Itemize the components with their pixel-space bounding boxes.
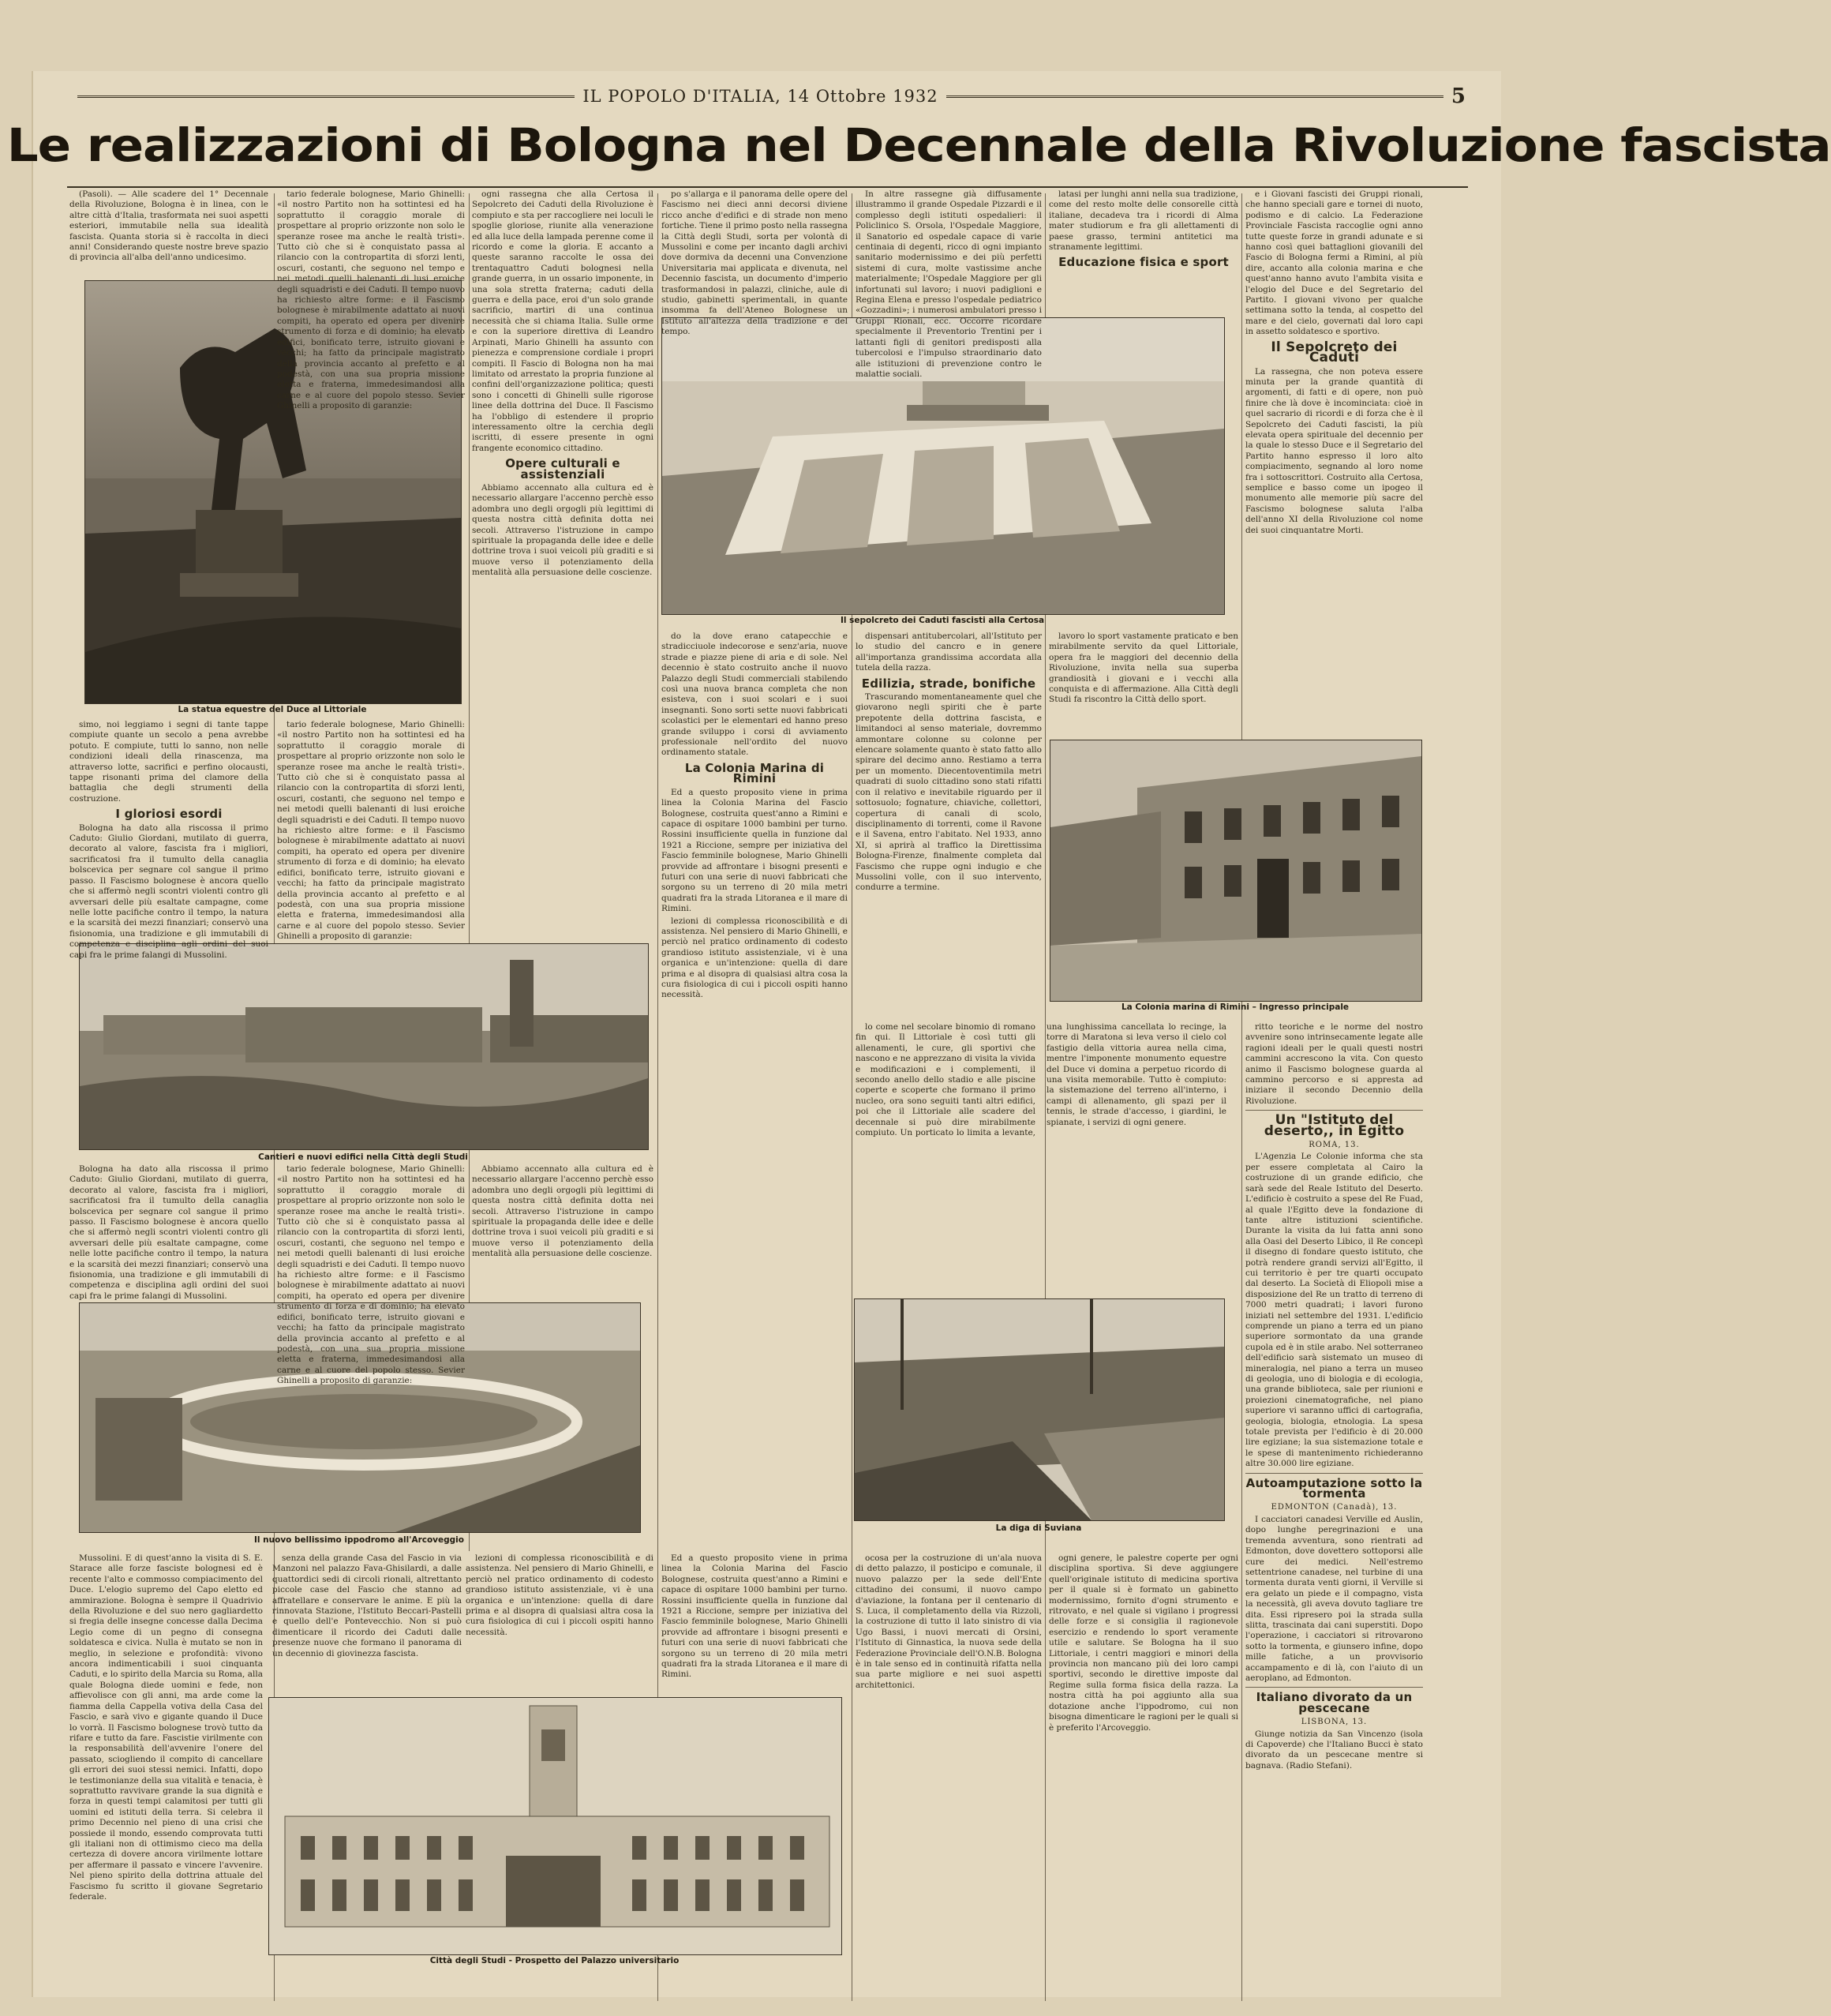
article-column-6-top bbox=[1049, 189, 1238, 314]
section-heading: Opere culturali e assistenziali bbox=[505, 456, 620, 482]
citta-studi-photo bbox=[268, 1697, 842, 1955]
section-heading: I gloriosi esordi bbox=[115, 807, 223, 822]
paragraph: tario federale bolognese, Mario Ghinelli: «il nostro Partito non ha sottintesi ed ha soprattutto il coraggio morale di prospettare al proprio orizzonte non solo le speranze rosee ma anche le realtà tristi». Tutto ciò che si è conquistato passa al rilancio con la contropartita di sforzi lenti, oscuri, costanti, che seguono nel tempo e nei metodi quelli balenanti di lusi eroiche degli squadristi e dei Caduti. Il tempo nuovo ha richiesto altre forme: e il Fascismo bolognese è mirabilmente adattato ai nuovi compiti, ha operato ed opera per divenire strumento di forza e di dominio; ha elevato edifici, bonificato terre, istruito giovani e vecchi; ha fatto da principale magistrato della provincia accanto al prefetto e al podestà, con una sua propria missione eletta e fraterna, immedesimandosi alla carne e al cuore del popolo stesso. Sevier Ghinelli a proposito di garanzie: bbox=[277, 1164, 465, 1386]
paragraph: tario federale bolognese, Mario Ghinelli: «il nostro Partito non ha sottintesi ed ha soprattutto il coraggio morale di prospettare al proprio orizzonte non solo le speranze rosee ma anche le realtà tristi». Tutto ciò che si è conquistato passa al rilancio con la contropartita di sforzi lenti, oscuri, costanti, che seguono nel tempo e nei metodi quelli balenanti di lusi eroiche degli squadristi e dei Caduti. Il tempo nuovo ha richiesto altre forme: e il Fascismo bolognese è mirabilmente adattato ai nuovi compiti, ha operato ed opera per divenire strumento di forza e di dominio; ha elevato edifici, bonificato terre, istruito giovani e vecchi; ha fatto da principale magistrato della provincia accanto al prefetto e al podestà, con una sua propria missione eletta e fraterna, immedesimandosi alla carne e al cuore del popolo stesso. Sevier Ghinelli a proposito di garanzie: bbox=[277, 720, 465, 942]
colonia-caption: La Colonia marina di Rimini – Ingresso principale bbox=[1121, 1002, 1350, 1012]
paragraph: Giunge notizia da San Vincenzo (isola di Capoverde) che l'Italiano Bucci è stato divorato da un pescecane mentre si bagnava. (Radio Stefani). bbox=[1245, 1729, 1423, 1771]
article-column-7-top bbox=[1245, 189, 1423, 734]
article-column-5-bottom bbox=[856, 1553, 1042, 1995]
article-columns-5-6-middle bbox=[856, 1022, 1226, 1291]
paragraph: e i Giovani fascisti dei Gruppi rionali, che hanno speciali gare e tornei di nuoto, podismo e di calcio. La Federazione Provinciale Fascista raccoglie ogni anno tutte queste forze in grandi adunate e si hanno così quei battaglioni giovanili del Fascio di Bologna fermi a Rimini, al più dire, accanto alla colonia marina e che quest'anno hanno avuto l'ambita visita e l'elogio del Duce e del Segretario del Partito. I giovani vivono per qualche settimana sotto la tenda, al cospetto del mare e del cielo, governati dal loro capi in assetto soldatesco e sportivo. bbox=[1245, 189, 1423, 337]
page-number: 5 bbox=[1451, 84, 1467, 108]
article-column-1-bottom bbox=[69, 1553, 263, 1995]
diga-photo bbox=[854, 1298, 1225, 1521]
divider bbox=[1245, 1687, 1423, 1688]
paragraph: Bologna ha dato alla riscossa il primo Caduto: Giulio Giordani, mutilato di guerra, decorato al valore, fascista fra i migliori, sacrificatosi fra il tumulto della canaglia bolscevica per segnare col sangue il primo passo. Il Fascismo bolognese è ancora quello che si affermò negli scontri violenti contro gli avversari delle più esaltate campagne, come nelle lotte pacifiche contro il tempo, la natura e la scarsità dei mezzi finanziari; conservò una fisionomia, una tradizione e gli immutabili di competenza e disciplina agli ordini del suoi capi fra le prime falangi di Mussolini. bbox=[69, 823, 268, 960]
masthead bbox=[69, 85, 1466, 107]
article-column-2-bottom bbox=[272, 1553, 462, 1694]
sepolcreto-caption: Il sepolcreto dei Caduti fascisti alla Certosa bbox=[840, 616, 1045, 625]
paragraph: Abbiamo accennato alla cultura ed è necessario allargare l'accenno perchè esso adombra uno degli orgogli più legittimi di questa nostra città definita dotta nei secoli. Attraverso l'istruzione in campo spirituale la propaganda delle idee e delle dottrine trova i suoi veicoli più graditi e si muove verso il potenziamento della mentalità alla persuasione delle coscienze. bbox=[472, 482, 653, 578]
paragraph: Abbiamo accennato alla cultura ed è necessario allargare l'accenno perchè esso adombra uno degli orgogli più legittimi di questa nostra città definita dotta nei secoli. Attraverso l'istruzione in campo spirituale la propaganda delle idee e delle dottrine trova i suoi veicoli più graditi e si muove verso il potenziamento della mentalità alla persuasione delle coscienze. bbox=[472, 1164, 653, 1259]
paragraph: ogni genere, le palestre coperte per ogni disciplina sportiva. Si deve aggiungere quell'originale istituto di medicina sportiva per il quale si è formato un gabinetto modernissimo, fornito d'ogni strumento e ritrovato, e nel quale si vigilano i progressi delle forze e si consiglia il ragionevole esercizio e rendendo lo sport veramente utile e salutare. Se Bologna ha il suo Littoriale, i centri maggiori e minori della provincia non mancano più dei loro campi sportivi, secondo le direttive imposte dal Regime sulla forma fisica della razza. La nostra città ha poi aggiunto alla sua dotazione anche l'ippodromo, cui non bisogna dimenticare le ragioni per le quali si è preferito l'Arcoveggio. bbox=[1049, 1553, 1238, 1733]
paragraph: lezioni di complessa riconoscibilità e di assistenza. Nel pensiero di Mario Ghinelli, e perciò nel pratico ordinamento di codesto grandioso istituto assistenziale, vi è una organica e un'intenzione: quella di dare prima e al disopra di qualsiasi altra cosa la cura fisiologica di cui i piccoli ospiti hanno necessità. bbox=[466, 1553, 653, 1637]
paragraph: I cacciatori canadesi Verville ed Auslin, dopo lunghe peregrinazioni e una tremenda avventura, sono rientrati ad Edmonton, dove dovettero sottoporsi alle cure dei medici. Nell'estremo settentrione canadese, nel turbine di una tormenta durata venti giorni, il Verville si era gelato un piede e il compagno, vista la necessità, gli aveva dovuto tagliare tre dita. Essi ripresero poi la strada sulla slitta, trascinata dai cani superstiti. Dopo l'operazione, i cacciatori si ritrovarono sotto la tormenta, e giunsero infine, dopo mille fatiche, a un provvisorio accampamento e di là, con l'aiuto di un aeroplano, ad Edmonton. bbox=[1245, 1514, 1423, 1683]
dateline: LISBONA, 13. bbox=[1301, 1718, 1368, 1727]
paragraph: L'Agenzia Le Colonie informa che sta per essere completata al Cairo la costruzione di un grande edificio, che sarà sede del Reale Istituto del Deserto. L'edificio è costruito a spese del Re Fuad, al quale l'Egitto deve la fondazione di tante altre istituzioni scientifiche. Durante la visita da lui fatta anni sono alla Oasi del Deserto Libico, il Re concepì il disegno di fondare questo istituto, che potrà rendere grandi servizi all'Egitto, il cui territorio è per tre quarti occupato dal deserto. La Società di Eliopoli mise a disposizione del Re un tratto di terreno di 7000 metri quadrati; i lavori furono iniziati nel settembre del 1931. L'edificio comprende un piano a terra ed un piano superiore sormontato da una grande cupola ed è in stile arabo. Nel sotterraneo dell'edificio sarà sistemato un museo di mineralogia, nel piano a terra un museo di geologia, uno di biologia e di ecologia, una grande biblioteca, sale per riunioni e proiezioni cinematografiche, nel piano superiore vi saranno uffici di cartografia, geologia, biologia, etnologia. La spesa totale prevista per l'edificio è di 20.000 lire egiziane; la sua sistemazione totale e le spese di mantenimento richiederanno altre 30.000 lire egiziane. bbox=[1245, 1152, 1423, 1469]
paragraph: Bologna ha dato alla riscossa il primo Caduto: Giulio Giordani, mutilato di guerra, decorato al valore, fascista fra i migliori, sacrificatosi fra il tumulto della canaglia bolscevica per segnare col sangue il primo passo. Il Fascismo bolognese è ancora quello che si affermò negli scontri violenti contro gli avversari delle più esaltate campagne, come nelle lotte pacifiche contro il tempo, la natura e la scarsità dei mezzi finanziari; conservò una fisionomia, una tradizione e gli immutabili di competenza e disciplina agli ordini del suoi capi fra le prime falangi di Mussolini. bbox=[69, 1164, 268, 1301]
paragraph: lezioni di complessa riconoscibilità e di assistenza. Nel pensiero di Mario Ghinelli, e perciò nel pratico ordinamento di codesto grandioso istituto assistenziale, vi è una organica e un'intenzione: quella di dare prima e al disopra di qualsiasi altra cosa la cura fisiologica di cui i piccoli ospiti hanno necessità. bbox=[661, 916, 848, 1000]
dateline: ROMA, 13. bbox=[1309, 1141, 1360, 1150]
section-heading: Educazione fisica e sport bbox=[1058, 255, 1229, 270]
paragraph: Ed a questo proposito viene in prima linea la Colonia Marina del Fascio Bolognese, costruita quest'anno a Rimini e capace di ospitare 1000 bambini per turno. Rossini insufficiente quella in funzione dal 1921 a Riccione, sempre per iniziativa del Fascio femminile bolognese, Mario Ghinelli provvide ad affrontare i bisogni presenti e futuri con una serie di nuovi fabbricati che sorgono su un terreno di 20 mila metri quadrati fra la strada Litoranea e il mare di Rimini. bbox=[661, 787, 848, 914]
colonia-image bbox=[1050, 740, 1421, 1001]
colonia-photo bbox=[1050, 740, 1422, 1002]
article-column-2-top bbox=[277, 189, 465, 411]
paragraph: simo, noi leggiamo i segni di tante tappe compiute quante un secolo a pena avrebbe potuto. E compiute, tutti lo sanno, non nelle condizioni ideali della rinascenza, ma attraverso lotte, sacrifici e perfino olocausti, tappe risonanti prima del clamore della battaglia che degli strumenti della costruzione. bbox=[69, 720, 268, 804]
paragraph: (Pasoli). — Alle scadere del 1° Decennale della Rivoluzione, Bologna è in linea, con le altre città d'Italia, trasformata nei suoi aspetti esteriori, immutabile nella sua idealità fascista. Quanta storia si è raccolta in dieci anni! Considerando queste nostre breve spazio di provincia all'alba dell'anno undicesimo. bbox=[69, 189, 268, 263]
citta-studi-caption: Città degli Studi - Prospetto del Palazzo universitario bbox=[429, 1956, 680, 1965]
cantieri-photo bbox=[79, 943, 649, 1150]
dateline: EDMONTON (Canadà), 13. bbox=[1271, 1503, 1398, 1512]
article-column-1-middle bbox=[69, 720, 268, 960]
article-heading: Autoamputazione sotto la tormenta bbox=[1245, 1475, 1423, 1501]
statue-caption: La statua equestre del Duce al Littoriale bbox=[178, 705, 367, 714]
paragraph: La rassegna, che non poteva essere minuta per la grande quantità di argomenti, di fatti e di opere, non può finire che là dove è incominciata: cioè in quel sacrario di ricordi e di forza che è il Sepolcreto dei Caduti fascisti, la più elevata opera spirituale del decennio per la quale lo stesso Duce e il Segretario del Partito hanno espresso il loro alto compiacimento, segnando al loro nome fra i sottoscrittori. Costruito alla Certosa, semplice e basso come un ipogeo il monumento alle memorie più sacre del Fascismo bolognese saluta l'alba dell'anno XI della Rivoluzione col nome dei suoi cinquantatre Morti. bbox=[1245, 366, 1423, 535]
paragraph: tario federale bolognese, Mario Ghinelli: «il nostro Partito non ha sottintesi ed ha soprattutto il coraggio morale di prospettare al proprio orizzonte non solo le speranze rosee ma anche le realtà tristi». Tutto ciò che si è conquistato passa al rilancio con la contropartita di sforzi lenti, oscuri, costanti, che seguono nel tempo e nei metodi quelli balenanti di lusi eroiche degli squadristi e dei Caduti. Il tempo nuovo ha richiesto altre forme: e il Fascismo bolognese è mirabilmente adattato ai nuovi compiti, ha operato ed opera per divenire strumento di forza e di dominio; ha elevato edifici, bonificato terre, istruito giovani e vecchi; ha fatto da principale magistrato della provincia accanto al prefetto e al podestà, con una sua propria missione eletta e fraterna, immedesimandosi alla carne e al cuore del popolo stesso. Sevier Ghinelli a proposito di garanzie: bbox=[277, 189, 465, 411]
column-rule bbox=[1241, 193, 1242, 2001]
paragraph: lavoro lo sport vastamente praticato e ben mirabilmente servito da quel Littoriale, opera fra le maggiori del decennio della Rivoluzione, invita nella sua superba grandiosità i giovani e i vecchi alla conquista e di affermazione. Alla Città degli Studi fa riscontro la Città dello sport. bbox=[1049, 631, 1238, 705]
article-column-6-bottom bbox=[1049, 1553, 1238, 1995]
ippodromo-caption: Il nuovo bellissimo ippodromo all'Arcoveggio bbox=[254, 1535, 464, 1545]
article-column-3 bbox=[472, 189, 653, 935]
paragraph: senza della grande Casa del Fascio in via Manzoni nel palazzo Fava-Ghisilardi, a dalle quattordici sedi di circoli rionali, altrettanto piccole case del Fascio che stanno ad affratellare e conservare le anime. E più la rinnovata Stazione, l'Istituto Beccari-Pastelli e quello dell'e Pontevecchio. Non si può dimenticare il ricordo dei Caduti dalle presenze nuove che formano il panorama di un decennio di giovinezza fascista. bbox=[272, 1553, 462, 1658]
article-column-5-top bbox=[856, 189, 1042, 379]
section-heading: Edilizia, strade, bonifiche bbox=[861, 676, 1036, 691]
section-heading: Il Sepolcreto dei Caduti bbox=[1271, 339, 1398, 366]
paragraph: Mussolini. E di quest'anno la visita di S. E. Starace alle forze fasciste bolognesi ed è recente l'alto e commosso compiacimento del Duce. L'elogio supremo del Capo eletto ed ammirazione. Bologna è sempre il Quadrivio della Rivoluzione e del suo nero gagliardetto si fregia delle insegne concesse dalla Decima Legio come di un pegno di consegna soldatesca e civica. Nulla è mutato se non in meglio, in selezione e profondità: vivono ancora indimenticabili i suoi cinquanta Caduti, e lo spirito della Marcia su Roma, alla quale Bologna diede uomini e fede, non affievolisce con gli anni, ma arde come la fiamma della Cappella votiva della Casa del Fascio, e sarà vivo e gigante quando il Duce lo vorrà. Il Fascismo bolognese trovò tutto da rifare e tutto da fare. Fascistie virilmente con la responsabilità dell'avvenire l'onere del passato, sciogliendo il compito di cancellare gli errori dei suoi stessi nemici. Infatti, dopo le testimonianze della sua vitalità e tenacia, è soprattutto ravvivare grande la sua dignità e forza in questi tempi calamitosi per tutti gli uomini ed istituti della terra. Si celebra il primo Decennio nel pieno di una crisi che possiede il mondo, essendo comprovata tutti gli italiani non di ottimismo cieco ma della certezza di dovere ancora virilmente lottare per affermare il passato e vincere l'avvenire. Nel pieno spirito della dottrina attuale del Fascismo fu scritto il giovane Segretario federale. bbox=[69, 1553, 263, 1902]
divider bbox=[1245, 1473, 1423, 1474]
article-column-4 bbox=[661, 631, 848, 1547]
paragraph: ocosa per la costruzione di un'ala nuova di detto palazzo, il posticipo e comunale, il nuovo palazzo per la sede dell'Ente cittadino dei consumi, il nuovo campo d'aviazione, la fontana per il centenario di S. Luca, il completamento della via Rizzoli, la costruzione di tutto il lato sinistro di via Ugo Bassi, i nuovi mercati di Orsini, l'Istituto di Ginnastica, la nuova sede della Federazione Provinciale dell'O.N.B. Bologna è in tale senso ed in continuità rifatta nella sua parte migliore e nei suoi aspetti architettonici. bbox=[856, 1553, 1042, 1690]
masthead-title: IL POPOLO D'ITALIA, 14 Ottobre 1932 bbox=[582, 87, 938, 106]
article-column-1-lower bbox=[69, 1164, 268, 1301]
article-column-2-middle bbox=[277, 720, 465, 941]
citta-studi-image bbox=[269, 1698, 841, 1954]
article-column-7 bbox=[1245, 1022, 1423, 1995]
paragraph: latasi per lunghi anni nella sua tradizione, come del resto molte delle consorelle città italiane, decadeva tra i ricordi di Alma mater studiorum e fra gli allettamenti di paese grasso, termini antitetici ma stranamente legittimi. bbox=[1049, 189, 1238, 253]
headline: Le realizzazioni di Bologna nel Decennale della Rivoluzione fascista bbox=[6, 118, 1831, 172]
article-column-2-lower bbox=[277, 1164, 465, 1386]
article-column-1-top bbox=[69, 189, 268, 278]
diga-caption: La diga di Suviana bbox=[995, 1523, 1082, 1533]
article-column-3-lower bbox=[472, 1164, 653, 1298]
cantieri-caption: Cantieri e nuovi edifici nella Città degli Studi bbox=[258, 1152, 468, 1162]
paragraph: ogni rassegna che alla Certosa il Sepolcreto dei Caduti della Rivoluzione è compiuto e sta per raccogliere nei loculi le spoglie gloriose, riunite alla venerazione ed alla luce della lampada perenne come il ricordo e come la gloria. E accanto a queste saranno raccolte le ossa dei trentaquattro Caduti bolognesi nella grande guerra, in un ossario imponente, in una sola stretta fraterna; caduti della guerra e della pace, eroi d'un solo grande sacrificio, martiri di una continua necessità che si chiama Italia. Sulle orme e con la superiore direttiva di Leandro Arpinati, Mario Ghinelli ha assunto con pienezza e comprensione cordiale i propri compiti. Il Fascio di Bologna non ha mai limitato od arrestato la propria funzione al confini dell'organizzazione politica; questi sono i concetti di Ghinelli sulle rigorose linee della dottrina del Duce. Il Fascismo ha l'obbligo di estendere il proprio interessamento oltre la cerchia degli iscritti, di essere presente in ogni frangente economico cittadino. bbox=[472, 189, 653, 453]
paragraph: lo come nel secolare binomio di romano fin qui. Il Littoriale è così tutti gli allenamenti, le cure, gli sportivi che nascono e ne apprezzano di visita la vivida e modificazioni e i complementi, il secondo anello dello stadio e alle piscine coperte e scoperte che formano il primo nucleo, ora sono seguiti tanti altri edifici, poi che il Littoriale alle scadere del decennale si può dire mirabilmente compiuto. Un porticato lo limita a levante, una lunghissima cancellata lo recinge, la torre di Maratona si leva verso il cielo col fastigio della vittoria aurea nella cima, mentre l'imponente monumento equestre del Duce vi domina a perpetuo ricordo di una visita memorabile. Tutto è compiuto: la sistemazione del terreno all'interno, i campi di allenamento, gli spazi per il tennis, le strade d'accesso, i giardini, le spianate, i servizi di ogni genere. bbox=[856, 1022, 1226, 1138]
paragraph: po s'allarga e il panorama delle opere del Fascismo nei dieci anni decorsi diviene ricco anche d'edifici e di strade non meno fortiche. Tiene il primo posto nella rassegna la Città degli Studi, sorta per volontà di Mussolini e come per incanto dagli archivi dove dormiva da decenni una Convenzione Universitaria mai applicata e divenuta, nel Decennio fascista, un documento d'imperio trasformandosi in palazzi, cliniche, aule di studio, gabinetti sperimentali, in quante insomma fa dell'Ateneo Bolognese un Istituto all'altezza della tradizione e del tempo. bbox=[661, 189, 848, 337]
paragraph: dispensari antitubercolari, all'Istituto per lo studio del cancro e in genere all'importanza grandissima accordata alla tutela della razza. bbox=[856, 631, 1042, 673]
paragraph: do la dove erano catapecchie e stradicciuole indecorose e senz'aria, nuove strade e piazze piene di aria e di sole. Nel decennio è stato costruito anche il nuovo Palazzo degli Studi commerciali stabilendo così una nuova branca completa che non esisteva, con i suoi scolari e i suoi insegnanti. Sono sorti sette nuovi fabbricati scolastici per le elementari ed hanno preso grande sviluppo i corsi di avviamento professionale nell'ordito del nuovo ordinamento statale. bbox=[661, 631, 848, 758]
paragraph: Ed a questo proposito viene in prima linea la Colonia Marina del Fascio Bolognese, costruita quest'anno a Rimini e capace di ospitare 1000 bambini per turno. Rossini insufficiente quella in funzione dal 1921 a Riccione, sempre per iniziativa del Fascio femminile bolognese, Mario Ghinelli provvide ad affrontare i bisogni presenti e futuri con una serie di nuovi fabbricati che sorgono su un terreno di 20 mila metri quadrati fra la strada Litoranea e il mare di Rimini. bbox=[661, 1553, 848, 1680]
section-heading: La Colonia Marina di Rimini bbox=[684, 760, 825, 786]
article-column-4-top bbox=[661, 189, 848, 337]
headline-rule bbox=[67, 186, 1468, 188]
cantieri-image bbox=[80, 944, 648, 1149]
divider bbox=[1245, 1110, 1423, 1111]
article-column-6-middle bbox=[1049, 631, 1238, 734]
article-column-3-bottom bbox=[466, 1553, 653, 1694]
paragraph: ritto teoriche e le norme del nostro avvenire sono intrinsecamente legate alle ragioni ideali per le quali questi nostri cammini accrescono la vita. Con questo animo il Fascismo bolognese guarda al cammino percorso e si appresta ad iniziare il secondo Decennio della Rivoluzione. bbox=[1245, 1022, 1423, 1106]
paragraph: Trascurando momentaneamente quel che giovarono negli spiriti che è parte prepotente della dottrina fascista, e limitandoci al senso materiale, dovremmo ammontare colonne su colonne per elencare solamente quanto è stato fatto allo spirare del decimo anno. Restiamo a terra per un momento. Diecentoventimila metri quadrati di suolo cittadino sono stati rifatti con il relativo e inevitabile riguardo per il sottosuolo; fognature, chiaviche, collettori, copertura di canali di scolo, disciplinamento di torrenti, come il Ravone e il Savena, entro l'abitato. Nel 1933, anno XI, si aprirà al traffico la Direttissima Bologna-Firenze, finalmente completa dal Fascismo che ruppe ogni indugio e che Mussolini volle, con il suo intervento, condurre a termine. bbox=[856, 692, 1042, 893]
spacer bbox=[1227, 316, 1238, 317]
diga-image bbox=[855, 1299, 1224, 1520]
masthead-rule-right bbox=[946, 96, 1443, 98]
article-heading: Un "Istituto del deserto,, in Egitto bbox=[1264, 1112, 1405, 1139]
masthead-rule-left bbox=[77, 96, 575, 98]
article-column-4-bottom bbox=[661, 1553, 848, 1694]
article-heading: Italiano divorato da un pescecane bbox=[1256, 1690, 1413, 1715]
paragraph: In altre rassegne già diffusamente illustrammo il grande Ospedale Pizzardi e il complesso degli istituti ospedalieri: il Policlinico S. Orsola, l'Ospedale Maggiore, il Sanatorio ed ospedale capace di varie centinaia di degenti, ricco di ogni impianto sanitario modernissimo e dei più perfetti sistemi di cura, molte vastissime anche materialmente; l'Ospedale Maggiore per gli infortunati sul lavoro; i nuovi padiglioni e Regina Elena e presso l'ospedale pediatrico «Gozzadini»; i numerosi ambulatori presso i Gruppi Rionali, ecc. Occorre ricordare specialmente il Preventorio Trentini per i lattanti figli di genitori predisposti alla tubercolosi e l'impulso straordinario dato alle istituzioni di prevenzione contro le malattie sociali. bbox=[856, 189, 1042, 379]
